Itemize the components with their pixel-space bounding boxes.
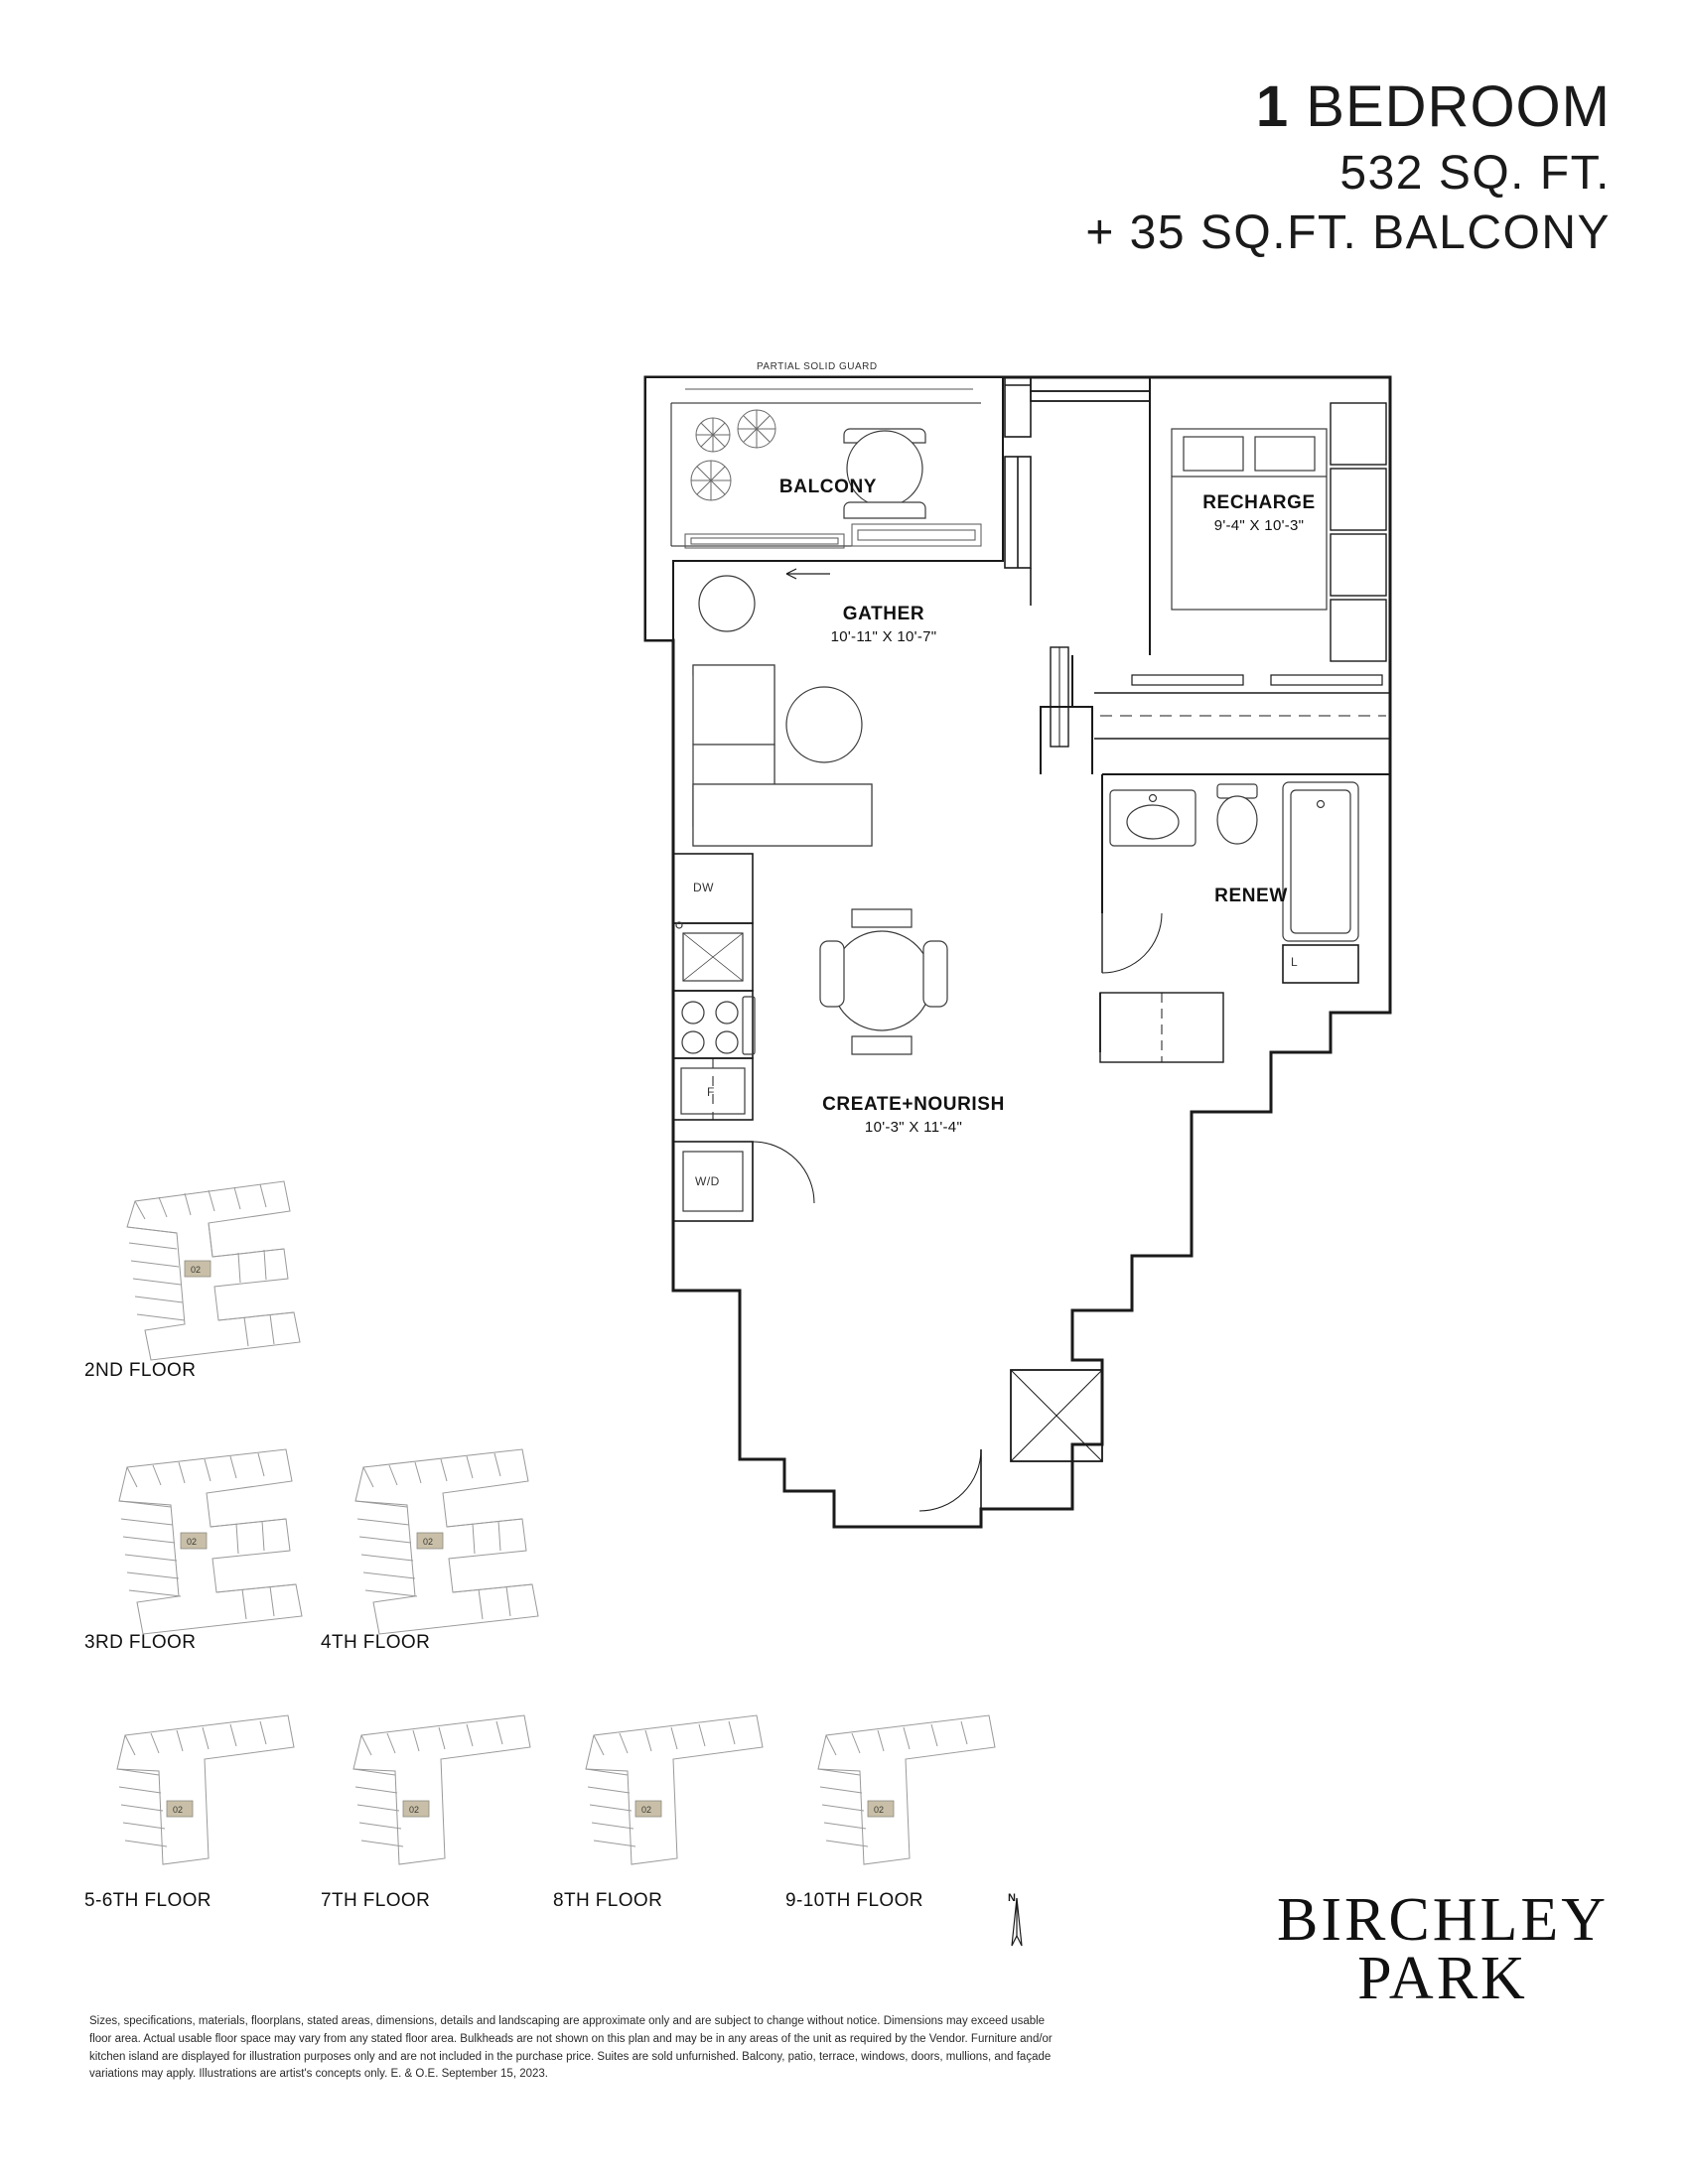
keyplan-caption: 7TH FLOOR: [321, 1890, 431, 1911]
kitchen-run: [673, 854, 753, 1221]
balcony-area: + 35 SQ.FT. BALCONY: [1085, 205, 1611, 259]
header-block: [1085, 74, 1611, 263]
keyplan-caption: 3RD FLOOR: [84, 1632, 197, 1653]
linen-label: L: [1291, 955, 1299, 969]
living-furniture: [693, 576, 872, 846]
keyplan-3rd-floor: [84, 1441, 318, 1653]
keyplan-9-10th-floor: [785, 1709, 1019, 1911]
shaft-box: [1011, 1370, 1102, 1461]
page-title: [1085, 74, 1611, 139]
floor-plan: [635, 357, 1549, 1638]
keyplan-4th-floor: [321, 1441, 554, 1653]
vanity-fixture: [1110, 790, 1196, 846]
keyplan-caption: 4TH FLOOR: [321, 1632, 431, 1653]
keyplan-caption: 2ND FLOOR: [84, 1360, 197, 1381]
room-label-renew: RENEW: [1214, 886, 1288, 906]
balcony-furniture: [844, 429, 925, 518]
svg-text:02: 02: [874, 1805, 885, 1815]
swing-arrow: [786, 569, 830, 579]
fridge-label: F: [707, 1085, 715, 1099]
keyplan-caption: 5-6TH FLOOR: [84, 1890, 211, 1911]
keyplan-2nd-floor: [84, 1171, 318, 1381]
keyplan-7th-floor: [321, 1709, 554, 1911]
svg-text:02: 02: [423, 1537, 434, 1547]
toilet-fixture: [1217, 784, 1257, 844]
title-suffix: BEDROOM: [1289, 74, 1611, 139]
svg-text:02: 02: [641, 1805, 652, 1815]
svg-text:02: 02: [191, 1265, 202, 1275]
bathtub-fixture: [1283, 782, 1358, 941]
logo-line-2: PARK: [1357, 1944, 1528, 2012]
keyplan-8th-floor: [553, 1709, 786, 1911]
dining-furniture: [820, 909, 947, 1054]
keyplan-caption: 8TH FLOOR: [553, 1890, 663, 1911]
svg-text:02: 02: [173, 1805, 184, 1815]
keyplan-caption: 9-10TH FLOOR: [785, 1890, 923, 1911]
room-label-create-nourish: CREATE+NOURISH 10'-3" X 11'-4": [822, 1094, 1005, 1136]
dishwasher-label: DW: [693, 881, 714, 894]
partial-solid-guard-label: PARTIAL SOLID GUARD: [757, 361, 878, 372]
entry-door: [919, 1449, 981, 1511]
room-label-balcony: BALCONY: [778, 477, 878, 497]
bed-furniture: [1172, 429, 1327, 610]
north-arrow: [1003, 1892, 1033, 1957]
floor-plan-svg: [635, 357, 1549, 1638]
washer-dryer-label: W/D: [695, 1174, 720, 1188]
room-label-gather: GATHER 10'-11" X 10'-7": [830, 604, 937, 645]
title-number: 1: [1255, 74, 1290, 139]
keyplan-5-6th-floor: [84, 1709, 318, 1911]
north-label: N: [1008, 1892, 1016, 1904]
suite-area: 532 SQ. FT.: [1339, 146, 1611, 200]
sink-fixture: [676, 922, 743, 981]
brand-logo: [1277, 1886, 1609, 2012]
svg-text:02: 02: [409, 1805, 420, 1815]
cooktop-fixture: [682, 997, 755, 1054]
disclaimer-text: Sizes, specifications, materials, floorplans, stated areas, dimensions, details and landscaping are approximate only and are subject to change without notice. Dimensions may exceed usable floor area. Actual usable floor space may vary from any stated floor area. Bulkheads are not shown on this plan and may be in any areas of the unit as required by the Vendor. Furniture and/or kitchen island are displayed for illustration purposes only and are not included in the purchase price. Suites are sold unfurnished. Balcony, patio, terrace, windows, doors, mullions, and façade variations may apply. Illustrations are artist's concepts only. E. & O.E. September 15, 2023.: [89, 2015, 1053, 2081]
entry-closet: [1100, 993, 1223, 1062]
room-label-recharge: RECHARGE 9'-4" X 10'-3": [1202, 492, 1316, 534]
svg-text:02: 02: [187, 1537, 198, 1547]
logo-line-1: BIRCHLEY: [1277, 1886, 1609, 1954]
